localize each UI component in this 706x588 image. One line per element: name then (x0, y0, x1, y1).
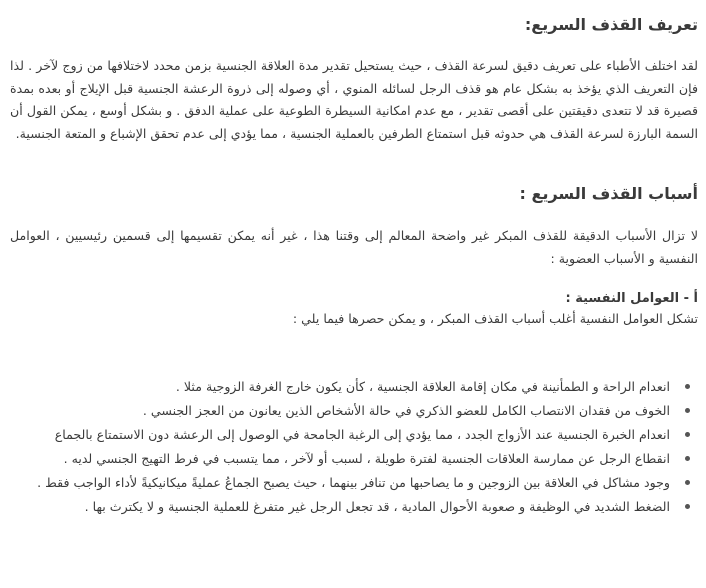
list-item (22, 400, 670, 421)
bullet-icon (685, 456, 690, 461)
definition-heading: تعريف القذف السريع: (524, 15, 698, 34)
list-item-text: الخوف من فقدان الانتصاب الكامل للعضو الذكري في حالة الأشخاص الذين يعانون من العجز الجنسي . (142, 403, 670, 418)
list-item (22, 496, 670, 517)
bullet-icon (685, 384, 690, 389)
list-item-text: انعدام الراحة و الطمأنينة في مكان إقامة العلاقة الجنسية ، كأن يكون خارج الغرفة الزوجية مثلا . (175, 379, 670, 394)
list-item-text: انعدام الخبرة الجنسية عند الأزواج الجدد ، مما يؤدي إلى الرغبة الجامحة في الوصول إلى الرعشة دون الاستمتاع بالجماع (54, 427, 670, 442)
list-item-text: الضغط الشديد في الوظيفة و صعوبة الأحوال المادية ، قد تجعل الرجل غير متفرغ للعملية الجنسية و لا يكترث بها . (84, 499, 670, 514)
psychological-factors-heading: أ - العوامل النفسية : (565, 291, 698, 306)
bullet-icon (685, 432, 690, 437)
bullet-icon (685, 504, 690, 509)
bullet-icon (685, 408, 690, 413)
list-item (22, 472, 670, 493)
psychological-factors-list (22, 376, 696, 520)
bullet-icon (685, 480, 690, 485)
psychological-factors-intro: تشكل العوامل النفسية أغلب أسباب القذف المبكر ، و يمكن حصرها فيما يلي : (292, 311, 698, 326)
list-item (22, 376, 670, 397)
list-item-text: وجود مشاكل في العلاقة بين الزوجين و ما يصاحبها من تنافر بينهما ، حيث يصبح الجماعُ عمليةً ميكانيكيةً لأداء الواجب فقط . (37, 475, 670, 490)
list-item (22, 448, 670, 469)
list-item-text: انقطاع الرجل عن ممارسة العلاقات الجنسية لفترة طويلة ، لسبب أو لآخر ، مما يتسبب في فرط التهيج الجنسي لديه . (63, 451, 670, 466)
causes-paragraph: لا تزال الأسباب الدقيقة للقذف المبكر غير واضحة المعالم إلى وقتنا هذا ، غير أنه يمكن تقسيمها إلى قسمين رئيسيين ، العوامل النفسية و الأسباب العضوية : (10, 228, 698, 266)
list-item (22, 424, 670, 445)
definition-paragraph: لقد اختلف الأطباء على تعريف دقيق لسرعة القذف ، حيث يستحيل تقدير مدة العلاقة الجنسية بزمن محدد لاختلافها من زوج لآخر . لذا فإن التعريف الذي يؤخذ به بشكل عام هو قذف الرجل لسائله المنوي ، أي وصوله إلى ذروة الرعشة الجنسية قبل الإيلاج أو بعده بمدة قصيرة قد لا تتعدى دقيقتين على أقصى تقدير ، مع عدم امكانية السيطرة الطوعية على عملية الدفق . و بشكل أوسع ، يمكن القول أن السمة البارزة لسرعة القذف هي حدوثه قبل استمتاع الطرفين بالعملية الجنسية ، مما يؤدي إلى عدم تحقق الإشباع و المتعة الجنسية. (10, 58, 698, 141)
causes-heading: أسباب القذف السريع : (519, 184, 698, 203)
